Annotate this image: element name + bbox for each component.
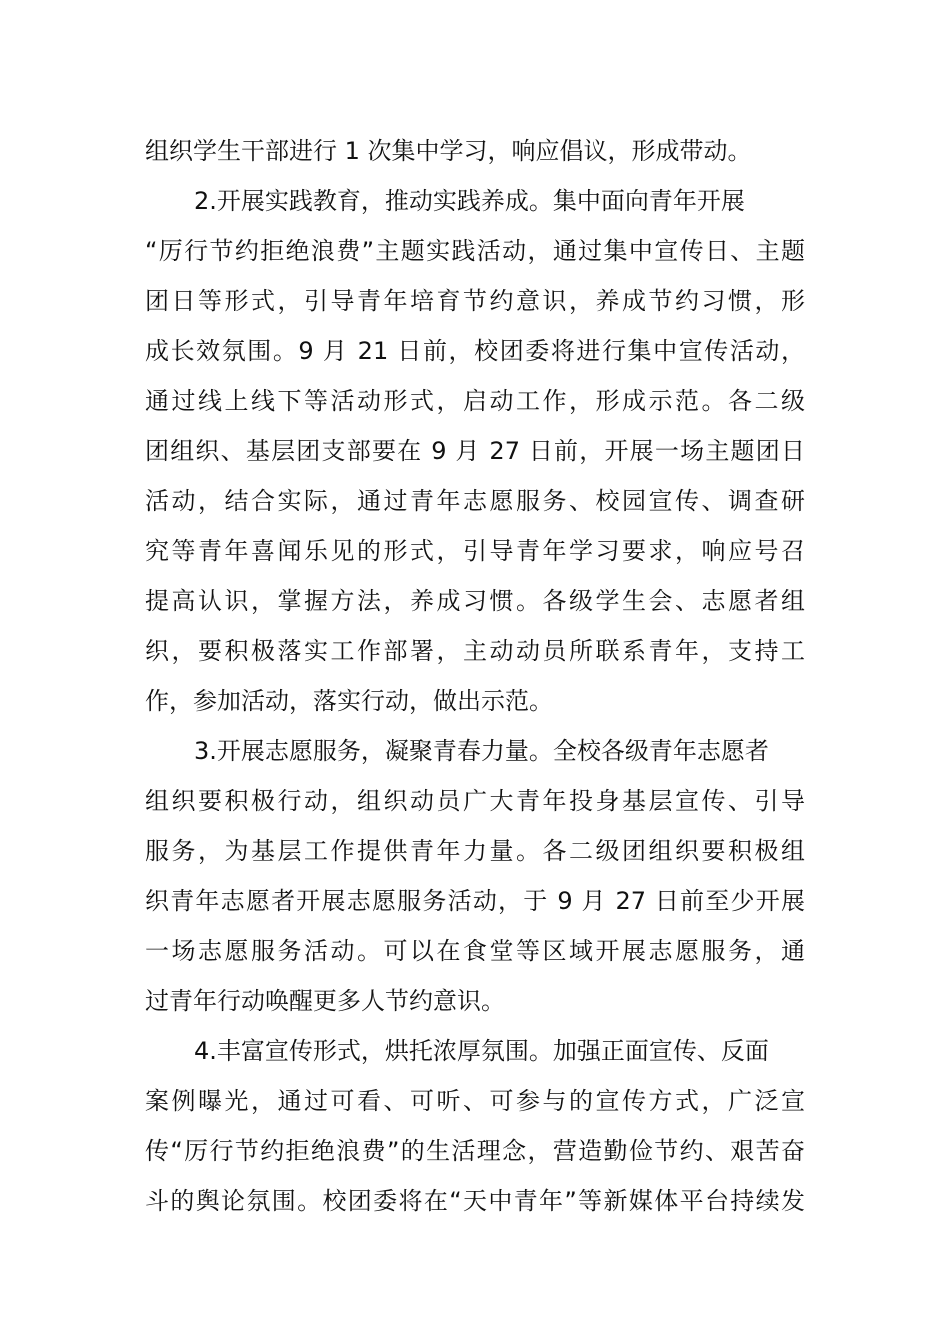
text-line: 活动，结合实际，通过青年志愿服务、校园宣传、调查研 xyxy=(145,487,805,515)
paragraph-heading-line: 4.丰富宣传形式，烘托浓厚氛围。加强正面宣传、反面 xyxy=(194,1037,769,1065)
text-line: 成长效氛围。9 月 21 日前，校团委将进行集中宣传活动， xyxy=(145,337,805,365)
paragraph-heading-line: 3.开展志愿服务，凝聚青春力量。全校各级青年志愿者 xyxy=(194,737,769,765)
text-line: 组织学生干部进行 1 次集中学习，响应倡议，形成带动。 xyxy=(145,137,752,165)
paragraph-heading-line: 2.开展实践教育，推动实践养成。集中面向青年开展 xyxy=(194,187,745,215)
text-line: 服务，为基层工作提供青年力量。各二级团组织要积极组 xyxy=(145,837,805,865)
text-line: 传“厉行节约拒绝浪费”的生活理念，营造勤俭节约、艰苦奋 xyxy=(145,1137,805,1165)
text-line: 作，参加活动，落实行动，做出示范。 xyxy=(145,687,553,715)
text-line: 组织要积极行动，组织动员广大青年投身基层宣传、引导 xyxy=(145,787,805,815)
text-line: 织青年志愿者开展志愿服务活动，于 9 月 27 日前至少开展 xyxy=(145,887,805,915)
text-line: 究等青年喜闻乐见的形式，引导青年学习要求，响应号召 xyxy=(145,537,805,565)
text-line: “厉行节约拒绝浪费”主题实践活动，通过集中宣传日、主题 xyxy=(145,237,805,265)
text-line: 团组织、基层团支部要在 9 月 27 日前，开展一场主题团日 xyxy=(145,437,805,465)
text-line: 通过线上线下等活动形式，启动工作，形成示范。各二级 xyxy=(145,387,805,415)
text-line: 团日等形式，引导青年培育节约意识，养成节约习惯，形 xyxy=(145,287,805,315)
text-line: 过青年行动唤醒更多人节约意识。 xyxy=(145,987,505,1015)
text-line: 案例曝光，通过可看、可听、可参与的宣传方式，广泛宣 xyxy=(145,1087,805,1115)
text-line: 织，要积极落实工作部署，主动动员所联系青年，支持工 xyxy=(145,637,805,665)
text-line: 提高认识，掌握方法，养成习惯。各级学生会、志愿者组 xyxy=(145,587,805,615)
text-line: 斗的舆论氛围。校团委将在“天中青年”等新媒体平台持续发 xyxy=(145,1187,805,1215)
text-line: 一场志愿服务活动。可以在食堂等区域开展志愿服务，通 xyxy=(145,937,805,965)
